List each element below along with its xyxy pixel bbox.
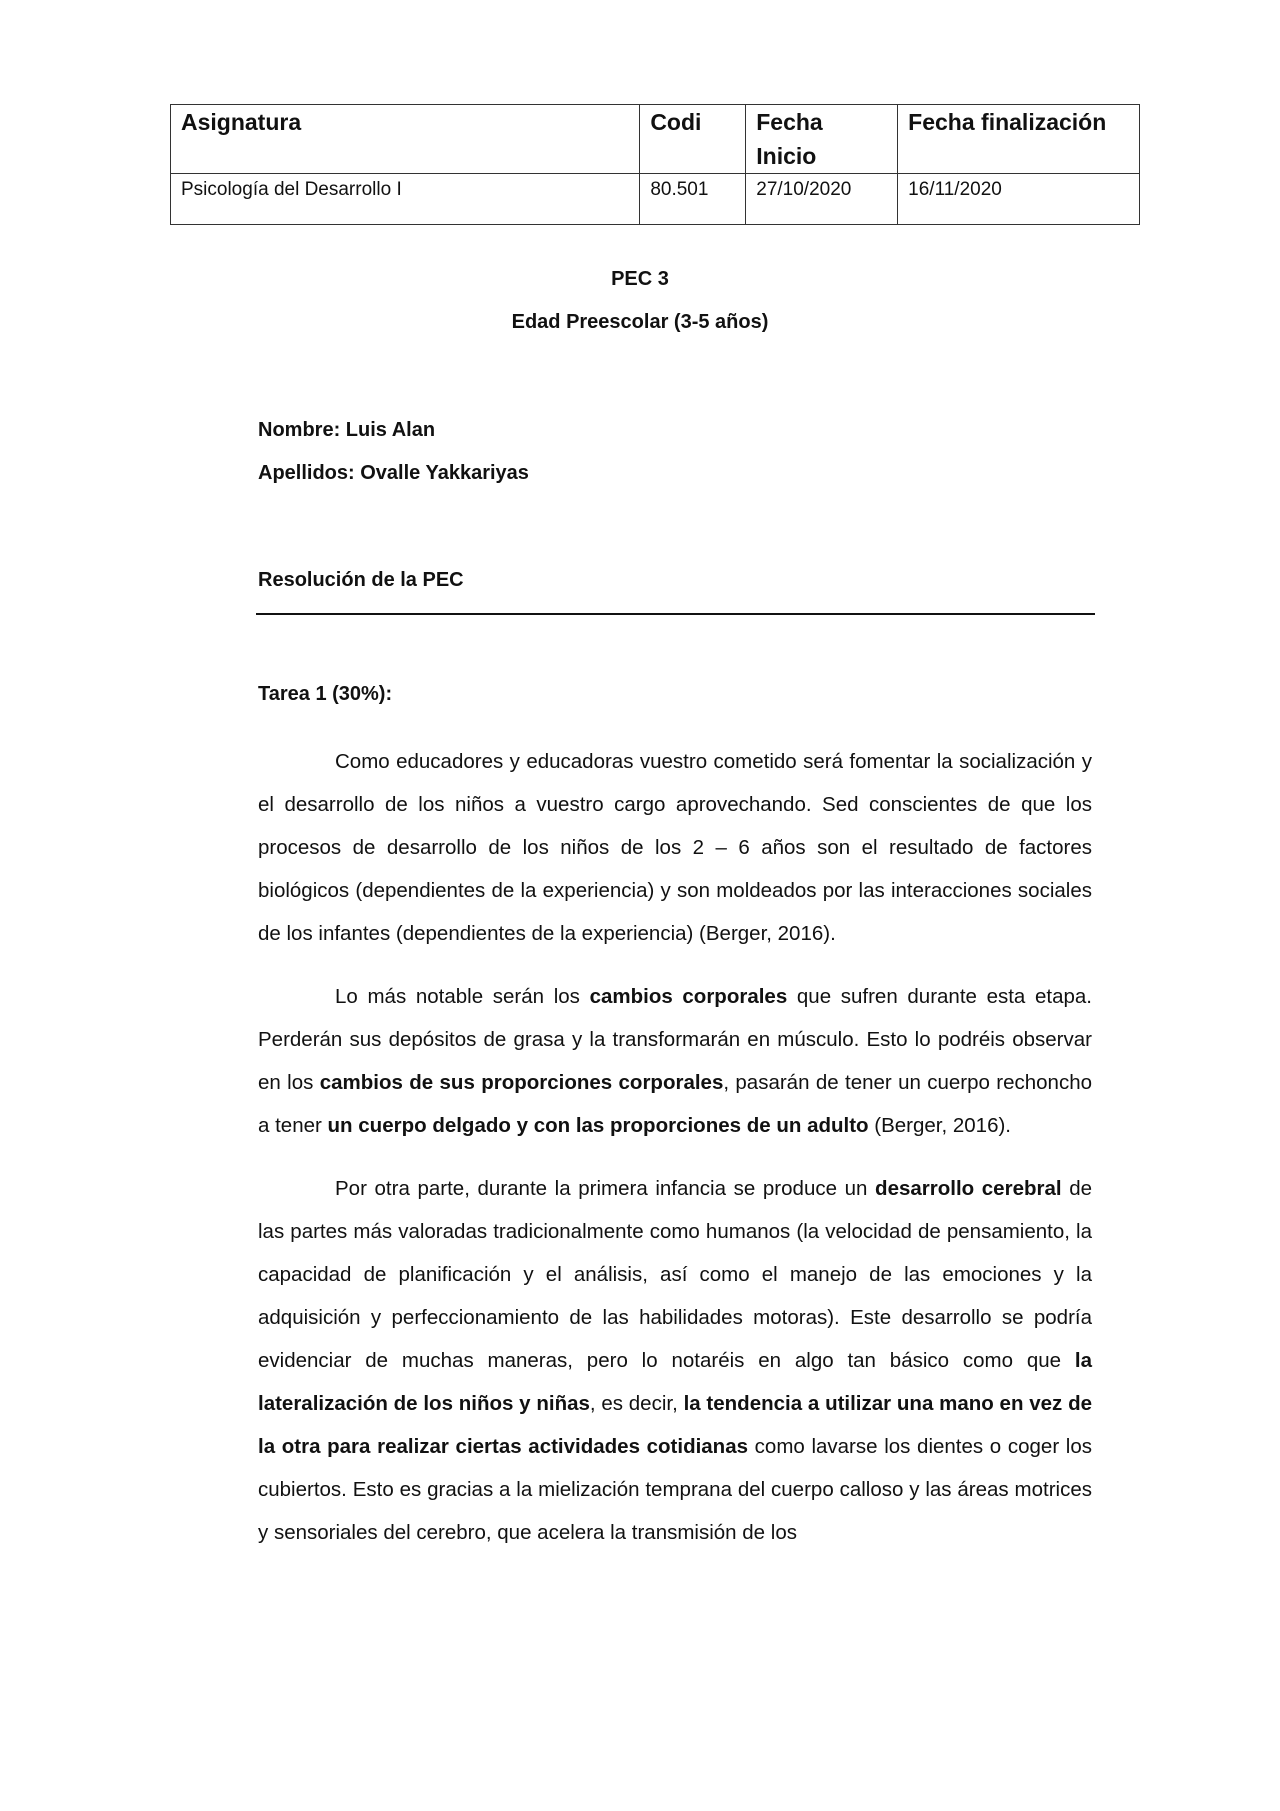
cell-fecha-finalizacion: 16/11/2020 [898,174,1140,225]
student-name: Nombre: Luis Alan [258,419,436,441]
text-run: de las partes más valoradas tradicionalmente como humanos (la velocidad de pensamiento, la capacidad de planificación y el análisis, así como el manejo de las emociones y la adquisición y perfeccionamiento de las habilidades motoras). Este desarrollo se podría evidenciar de muchas maneras, pero lo notaréis en algo tan básico como que [258,1177,1093,1372]
body-paragraph [258,740,1092,955]
header-codi: Codi [640,105,746,174]
text-run: que sufren durante esta etapa. Perderán sus depósitos de grasa y la transformarán en músculo. Esto lo podréis observar en los [258,985,1092,1094]
body-paragraph [258,1167,1092,1554]
bold-run: cambios de sus proporciones corporales [319,1071,724,1094]
cell-asignatura: Psicología del Desarrollo I [171,174,640,225]
title-subject: Edad Preescolar (3-5 años) [511,311,769,333]
bold-run: la lateralización de los niños y niñas [258,1349,1092,1415]
cell-codi: 80.501 [640,174,746,225]
table-row [171,174,1140,225]
bold-run: un cuerpo delgado y con las proporciones de un adulto [327,1114,869,1137]
divider [256,613,1095,615]
body-paragraph [258,975,1092,1147]
title-pec: PEC 3 [611,268,669,290]
text-run: Como educadores y educadoras vuestro cometido será fomentar la socialización y el desarrollo de los niños a vuestro cargo aprovechando. Sed conscientes de que los procesos de desarrollo de los niños de los 2 – 6 años son el resultado de factores biológicos (dependientes de la experiencia) y son moldeados por las interacciones sociales de los infantes (dependientes de la experiencia) (Berger, 2016). [258,750,1092,945]
bold-run: la tendencia a utilizar una mano en vez de la otra para realizar ciertas actividades cotidianas [258,1392,1093,1458]
bold-run: desarrollo cerebral [875,1177,1062,1200]
table-header-row [171,105,1140,174]
section-heading: Resolución de la PEC [258,569,464,591]
task-heading: Tarea 1 (30%): [258,683,393,705]
bold-run: cambios corporales [589,985,788,1008]
text-run: Por otra parte, durante la primera infancia se produce un [335,1177,876,1200]
student-surname: Apellidos: Ovalle Yakkariyas [258,462,529,484]
text-run: como lavarse los dientes o coger los cubiertos. Esto es gracias a la mielización temprana del cuerpo calloso y las áreas motrices y sensoriales del cerebro, que acelera la transmisión de los [258,1435,1093,1544]
text-run: Lo más notable serán los [335,985,590,1008]
body-text [258,740,1092,1574]
text-run: , pasarán de tener un cuerpo rechoncho a tener [258,1071,1092,1137]
course-info-table [170,104,1140,225]
cell-fecha-inicio: 27/10/2020 [746,174,898,225]
header-fecha-finalizacion: Fecha finalización [898,105,1140,174]
header-asignatura: Asignatura [171,105,640,174]
text-run: (Berger, 2016). [868,1114,1012,1137]
header-fecha-inicio: Fecha Inicio [746,105,898,174]
text-run: , es decir, [589,1392,684,1415]
